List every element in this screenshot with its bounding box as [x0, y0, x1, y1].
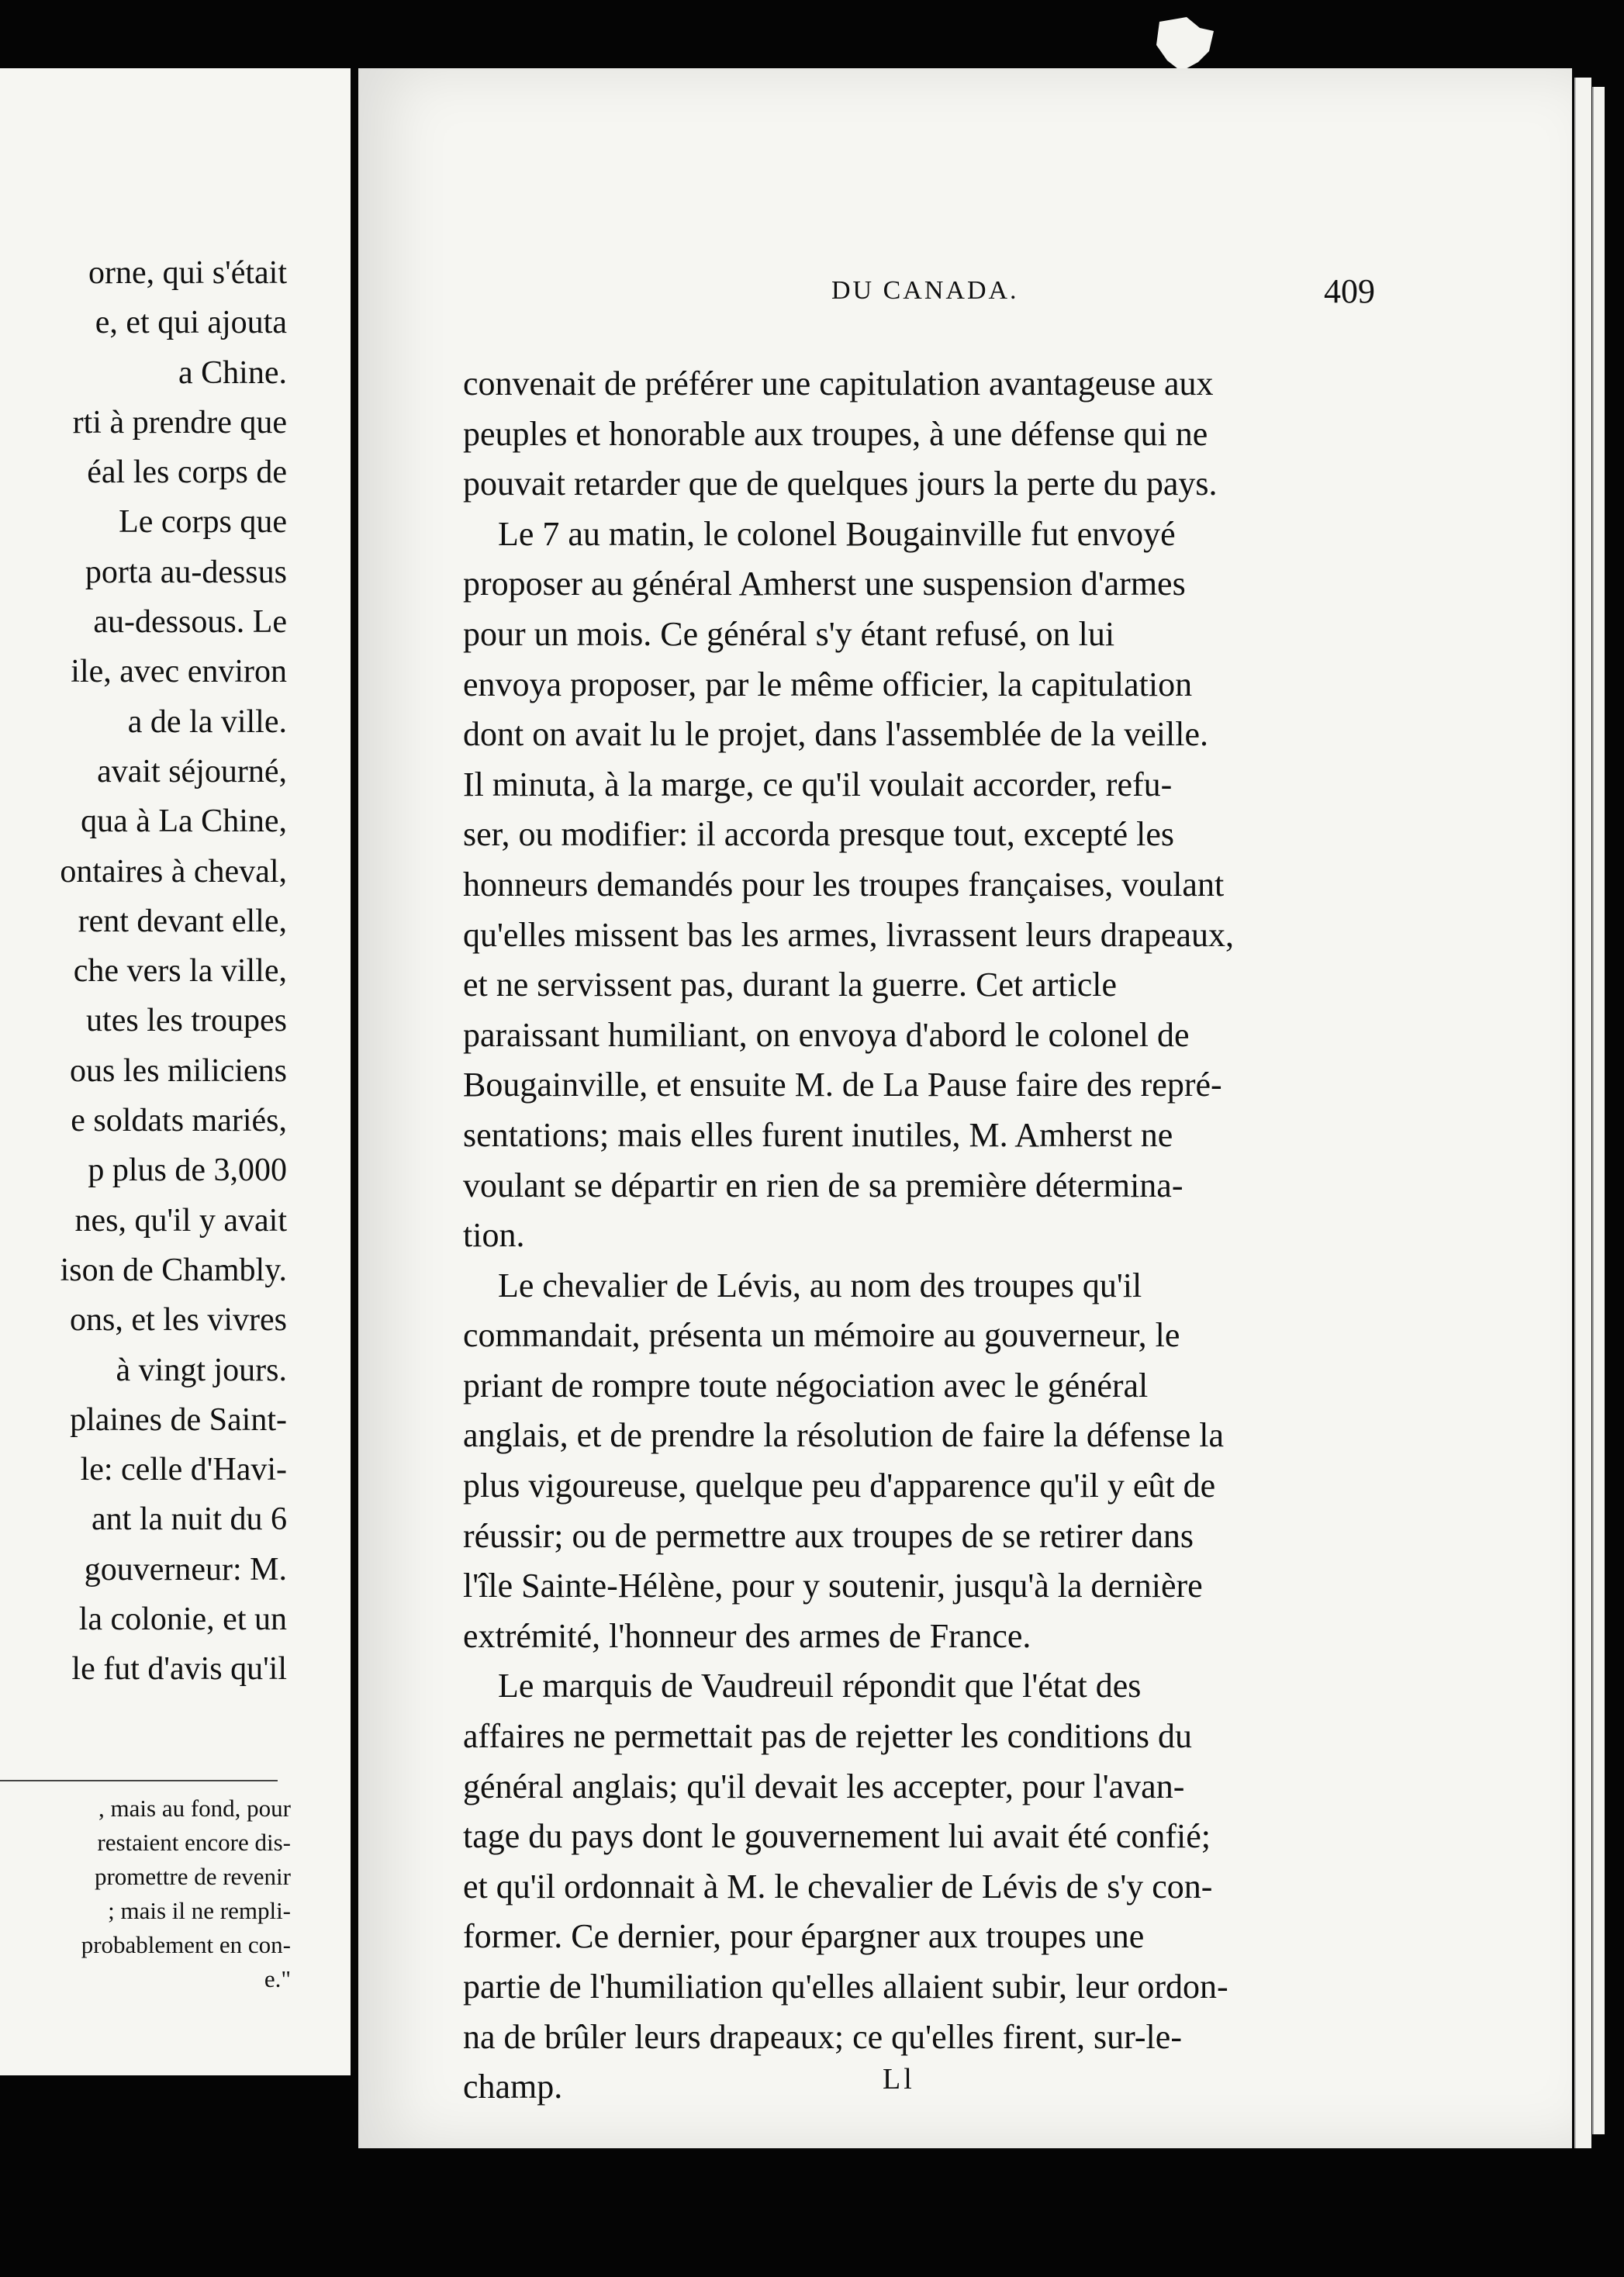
text-line: envoya proposer, par le même officier, la capitulation [463, 665, 1193, 703]
text-line: sentations; mais elles furent inutiles, M. Amherst ne [463, 1115, 1173, 1154]
signature-mark: Ll [883, 2063, 915, 2096]
text-line: , mais au fond, pour [98, 1795, 291, 1822]
text-line: ile, avec environ [71, 654, 287, 690]
right-page-text [463, 359, 1479, 2113]
text-line: p plus de 3,000 [88, 1152, 287, 1189]
text-line: ontaires à cheval, [60, 853, 287, 890]
text-line: dont on avait lu le projet, dans l'assemblée de la veille. [463, 715, 1208, 754]
text-line: pour un mois. Ce général s'y étant refusé, on lui [463, 614, 1115, 653]
text-line: orne, qui s'était [88, 255, 287, 291]
text-line: voulant se départir en rien de sa première détermina- [463, 1166, 1183, 1204]
page-number: 409 [1324, 272, 1375, 310]
text-line: convenait de préférer une capitulation avantageuse aux [463, 365, 1214, 403]
text-line: porta au-dessus [85, 554, 287, 590]
text-line: e soldats mariés, [71, 1103, 287, 1139]
text-line: e, et qui ajouta [95, 305, 287, 341]
text-line: utes les troupes [86, 1003, 287, 1039]
footnote-rule [0, 1780, 278, 1781]
text-line: nes, qu'il y avait [74, 1202, 287, 1239]
text-line: la colonie, et un [78, 1602, 287, 1638]
text-line: au-dessous. Le [93, 604, 287, 641]
text-line: qu'elles missent bas les armes, livrassent leurs drapeaux, [463, 915, 1234, 954]
text-line: pouvait retarder que de quelques jours la perte du pays. [463, 465, 1218, 503]
text-line: anglais, et de prendre la résolution de faire la défense la [463, 1416, 1224, 1455]
text-line: plus vigoureuse, quelque peu d'apparence qu'il y eût de [463, 1467, 1216, 1505]
text-line: priant de rompre toute négociation avec le général [463, 1366, 1149, 1405]
text-line: Bougainville, et ensuite M. de La Pause faire des repré- [463, 1066, 1222, 1104]
text-line: avait séjourné, [97, 753, 287, 790]
page-edge [1574, 78, 1591, 2148]
text-line: honneurs demandés pour les troupes françaises, voulant [463, 865, 1225, 904]
text-line: e." [264, 1965, 291, 1992]
text-line: ser, ou modifier: il accorda presque tout, excepté les [463, 815, 1174, 854]
text-line: le: celle d'Havi- [80, 1452, 287, 1488]
text-line: plaines de Saint- [70, 1401, 287, 1438]
text-line: proposer au général Amherst une suspension d'armes [463, 565, 1186, 603]
text-line: éal les corps de [87, 454, 287, 491]
text-line: affaires ne permettait pas de rejetter les conditions du [463, 1717, 1192, 1756]
text-line: paraissant humiliant, on envoya d'abord le colonel de [463, 1015, 1190, 1054]
text-line: partie de l'humiliation qu'elles allaient subir, leur ordon- [463, 1968, 1228, 2006]
text-line: tion. [463, 1216, 525, 1255]
text-line: restaient encore dis- [97, 1829, 291, 1856]
text-line: a de la ville. [127, 703, 287, 740]
right-page [358, 68, 1572, 2148]
text-line: tage du pays dont le gouvernement lui avait été confié; [463, 1817, 1211, 1856]
text-line: ison de Chambly. [60, 1252, 287, 1288]
text-line: réussir; ou de permettre aux troupes de se retirer dans [463, 1516, 1194, 1555]
text-line: rent devant elle, [78, 903, 287, 939]
text-line: probablement en con- [81, 1931, 291, 1958]
text-line: champ. [463, 2068, 563, 2106]
text-line: ; mais il ne rempli- [108, 1897, 291, 1924]
text-line: et ne servissent pas, durant la guerre. Cet article [463, 966, 1118, 1004]
text-line: Le chevalier de Lévis, au nom des troupes qu'il [498, 1266, 1142, 1304]
text-line: à vingt jours. [116, 1352, 287, 1388]
text-line: former. Ce dernier, pour épargner aux troupes une [463, 1917, 1145, 1956]
text-line: Le marquis de Vaudreuil répondit que l'état des [498, 1667, 1142, 1705]
text-line: ous les miliciens [70, 1052, 287, 1089]
text-line: gouverneur: M. [84, 1551, 287, 1588]
text-line: Il minuta, à la marge, ce qu'il voulait accorder, refu- [463, 765, 1173, 803]
text-line: na de brûler leurs drapeaux; ce qu'elles firent, sur-le- [463, 2017, 1182, 2056]
text-line: général anglais; qu'il devait les accepter, pour l'avan- [463, 1767, 1185, 1805]
text-line: commandait, présenta un mémoire au gouverneur, le [463, 1316, 1180, 1355]
text-line: rti à prendre que [72, 404, 287, 441]
running-head: DU CANADA. [831, 276, 1019, 305]
text-line: ons, et les vivres [70, 1302, 287, 1339]
text-line: che vers la ville, [73, 953, 287, 990]
text-line: et qu'il ordonnait à M. le chevalier de Lévis de s'y con- [463, 1867, 1213, 1906]
text-line: le fut d'avis qu'il [71, 1651, 287, 1688]
text-line: qua à La Chine, [81, 803, 287, 840]
text-line: promettre de revenir [94, 1863, 291, 1890]
text-line: Le 7 au matin, le colonel Bougainville fut envoyé [498, 514, 1176, 553]
text-line: a Chine. [178, 354, 287, 391]
text-line: extrémité, l'honneur des armes de France. [463, 1616, 1031, 1655]
text-line: Le corps que [119, 504, 287, 541]
left-page-text [0, 248, 287, 1695]
left-page [0, 68, 351, 2075]
text-line: l'île Sainte-Hélène, pour y soutenir, jusqu'à la dernière [463, 1567, 1203, 1605]
page-edge [1592, 87, 1605, 2134]
left-page-footnotes [0, 1792, 291, 1996]
text-line: ant la nuit du 6 [92, 1501, 287, 1538]
text-line: peuples et honorable aux troupes, à une défense qui ne [463, 414, 1208, 453]
torn-corner [1144, 14, 1218, 76]
